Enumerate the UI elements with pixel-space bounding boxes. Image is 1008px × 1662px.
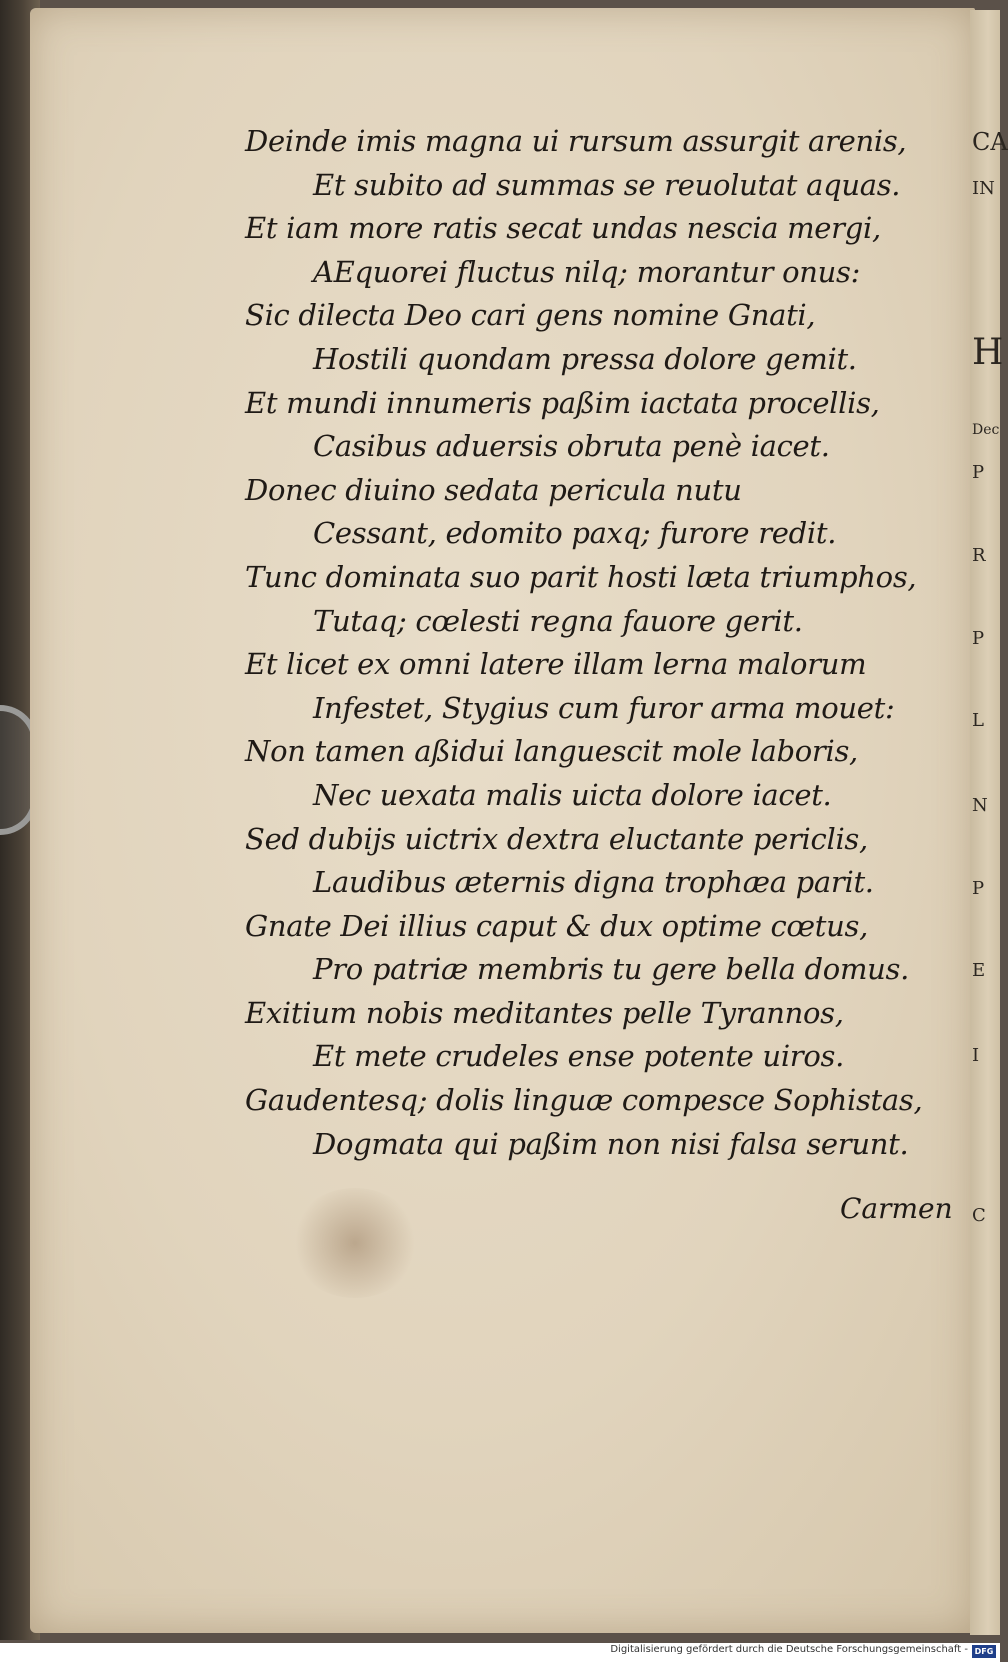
verse-line: Pro patriæ membris tu gere bella domus. bbox=[313, 952, 910, 987]
facing-fragment: H bbox=[972, 332, 1004, 373]
verse-line: Exitium nobis meditantes pelle Tyrannos, bbox=[245, 995, 844, 1030]
facing-fragment: IN bbox=[972, 178, 995, 199]
facing-fragment: Dec bbox=[972, 422, 1000, 438]
catchword: Carmen bbox=[840, 1192, 953, 1225]
facing-fragment: P bbox=[972, 462, 985, 483]
verse-line: Tutaq; cœlesti regna fauore gerit. bbox=[313, 603, 803, 638]
facing-fragment: R bbox=[972, 545, 986, 566]
verse-line: Et subito ad summas se reuolutat aquas. bbox=[313, 167, 901, 202]
facing-page-edge bbox=[970, 10, 1008, 1635]
verse-line: Casibus aduersis obruta penè iacet. bbox=[313, 429, 830, 464]
verse-line: Et iam more ratis secat undas nescia mergi, bbox=[245, 211, 881, 246]
facing-fragment: P bbox=[972, 878, 985, 899]
facing-fragment: N bbox=[972, 795, 988, 816]
verse-line: Sed dubijs uictrix dextra eluctante periclis, bbox=[245, 821, 868, 856]
page-stain bbox=[290, 1188, 420, 1298]
verse-line: Cessant, edomito paxq; furore redit. bbox=[313, 516, 837, 551]
facing-fragment: E bbox=[972, 960, 986, 981]
footer-bar bbox=[0, 1643, 1000, 1662]
verse-line: Deinde imis magna ui rursum assurgit arenis, bbox=[245, 124, 907, 158]
verse-line: Et mete crudeles ense potente uiros. bbox=[313, 1039, 845, 1074]
verse-line: Sic dilecta Deo cari gens nomine Gnati, bbox=[245, 298, 816, 333]
verse-line: Nec uexata malis uicta dolore iacet. bbox=[313, 777, 832, 812]
facing-fragment: I bbox=[972, 1045, 980, 1066]
poem-text bbox=[245, 120, 965, 1166]
dfg-logo: DFG bbox=[972, 1645, 996, 1658]
verse-line: Dogmata qui paßim non nisi falsa serunt. bbox=[313, 1126, 909, 1161]
verse-line: Gnate Dei illius caput & dux optime cœtus, bbox=[245, 908, 869, 943]
verse-line: Et mundi innumeris paßim iactata procellis, bbox=[245, 385, 880, 420]
verse-line: Gaudentesq; dolis linguæ compesce Sophistas, bbox=[245, 1083, 923, 1118]
verse-line: Donec diuino sedata pericula nutu bbox=[245, 472, 742, 507]
facing-fragment: L bbox=[972, 710, 984, 731]
verse-line: Hostili quondam pressa dolore gemit. bbox=[313, 341, 857, 376]
facing-fragment: C bbox=[972, 1205, 986, 1226]
footer-credit: Digitalisierung gefördert durch die Deutsche Forschungsgemeinschaft - bbox=[610, 1644, 968, 1655]
facing-fragment: P bbox=[972, 628, 985, 649]
verse-line: Laudibus æternis digna trophæa parit. bbox=[313, 865, 874, 900]
verse-line: Infestet, Stygius cum furor arma mouet: bbox=[313, 690, 895, 725]
verse-line: Tunc dominata suo parit hosti læta triumphos, bbox=[245, 559, 917, 594]
verse-line: Et licet ex omni latere illam lerna malorum bbox=[245, 647, 867, 682]
verse-line: Non tamen aßidui languescit mole laboris, bbox=[245, 734, 858, 769]
verse-line: AEquorei fluctus nilq; morantur onus: bbox=[313, 254, 861, 289]
facing-fragment: CA bbox=[972, 128, 1008, 156]
